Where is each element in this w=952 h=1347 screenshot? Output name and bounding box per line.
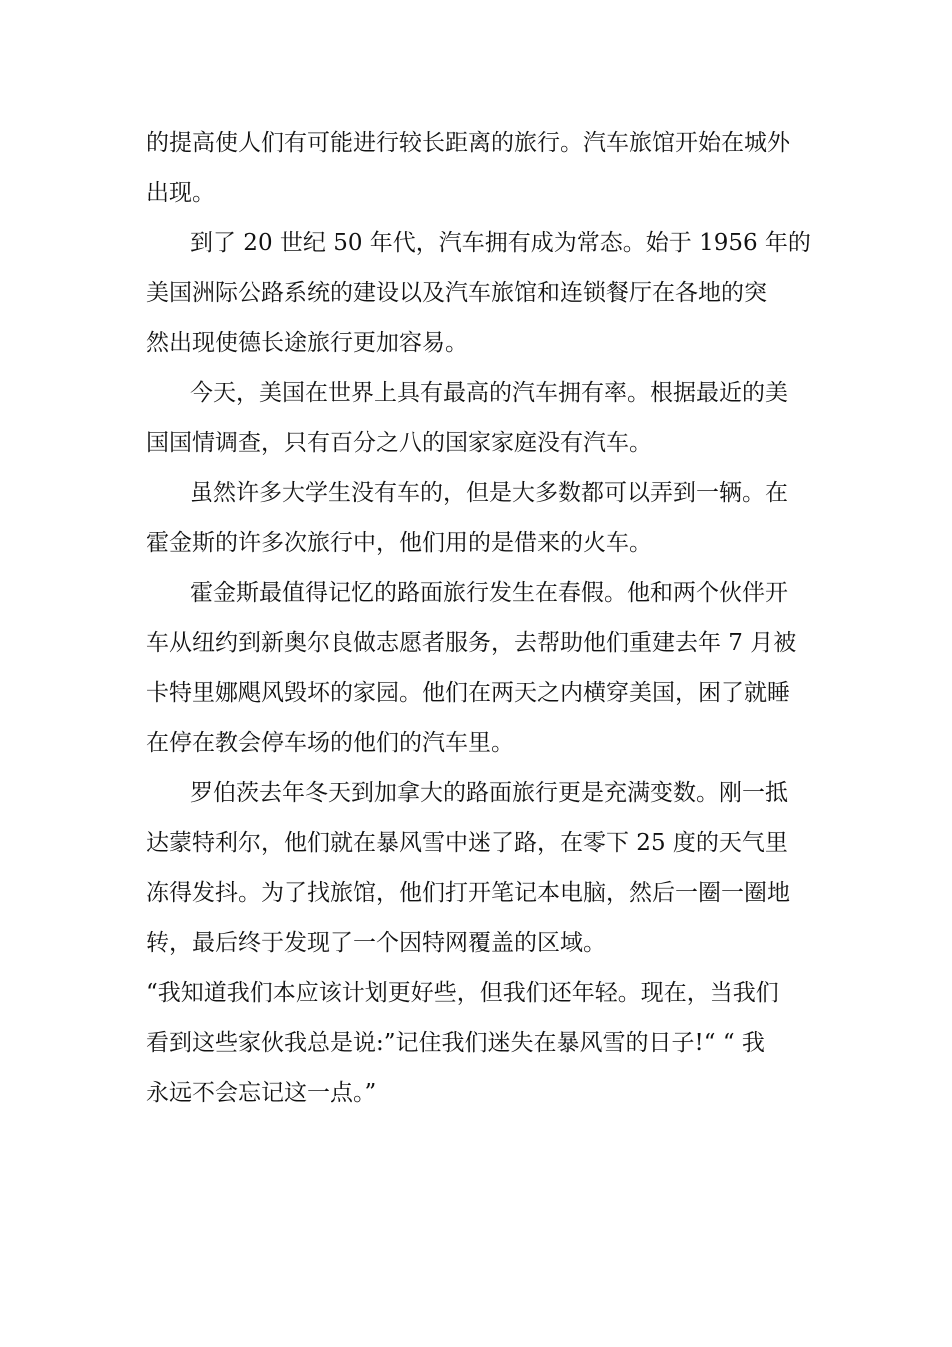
paragraph-first-line: 霍金斯最值得记忆的路面旅行发生在春假。他和两个伙伴开: [190, 580, 788, 606]
text-line: 在停在教会停车场的他们的汽车里。: [146, 730, 514, 756]
quote-line: 看到这些家伙我总是说:”记住我们迷失在暴风雪的日子!“ “ 我: [146, 1030, 765, 1056]
text-line: 美国洲际公路系统的建设以及汽车旅馆和连锁餐厅在各地的突: [146, 280, 767, 306]
text-line: 霍金斯的许多次旅行中，他们用的是借来的火车。: [146, 530, 652, 556]
text-line: 然出现使德长途旅行更加容易。: [146, 330, 468, 356]
paragraph-first-line: 虽然许多大学生没有车的，但是大多数都可以弄到一辆。在: [190, 480, 788, 506]
paragraph-first-line: 罗伯茨去年冬天到加拿大的路面旅行更是充满变数。刚一抵: [190, 780, 788, 806]
text-line: 出现。: [146, 180, 215, 206]
quote-line: 永远不会忘记这一点。”: [146, 1080, 377, 1106]
quote-line: “我知道我们本应该计划更好些，但我们还年轻。现在，当我们: [146, 980, 779, 1006]
text-line: 车从纽约到新奥尔良做志愿者服务，去帮助他们重建去年 7 月被: [146, 630, 797, 656]
paragraph-first-line: 今天，美国在世界上具有最高的汽车拥有率。根据最近的美: [190, 380, 788, 406]
paragraph-first-line: 到了 20 世纪 50 年代，汽车拥有成为常态。始于 1956 年的: [190, 230, 811, 256]
text-line: 国国情调查，只有百分之八的国家家庭没有汽车。: [146, 430, 652, 456]
body-text: [146, 118, 812, 1118]
text-line: 转，最后终于发现了一个因特网覆盖的区域。: [146, 930, 606, 956]
text-line: 达蒙特利尔，他们就在暴风雪中迷了路，在零下 25 度的天气里: [146, 830, 788, 856]
text-line: 的提高使人们有可能进行较长距离的旅行。汽车旅馆开始在城外: [146, 130, 790, 156]
text-line: 冻得发抖。为了找旅馆，他们打开笔记本电脑，然后一圈一圈地: [146, 880, 790, 906]
text-line: 卡特里娜飓风毁坏的家园。他们在两天之内横穿美国，困了就睡: [146, 680, 790, 706]
